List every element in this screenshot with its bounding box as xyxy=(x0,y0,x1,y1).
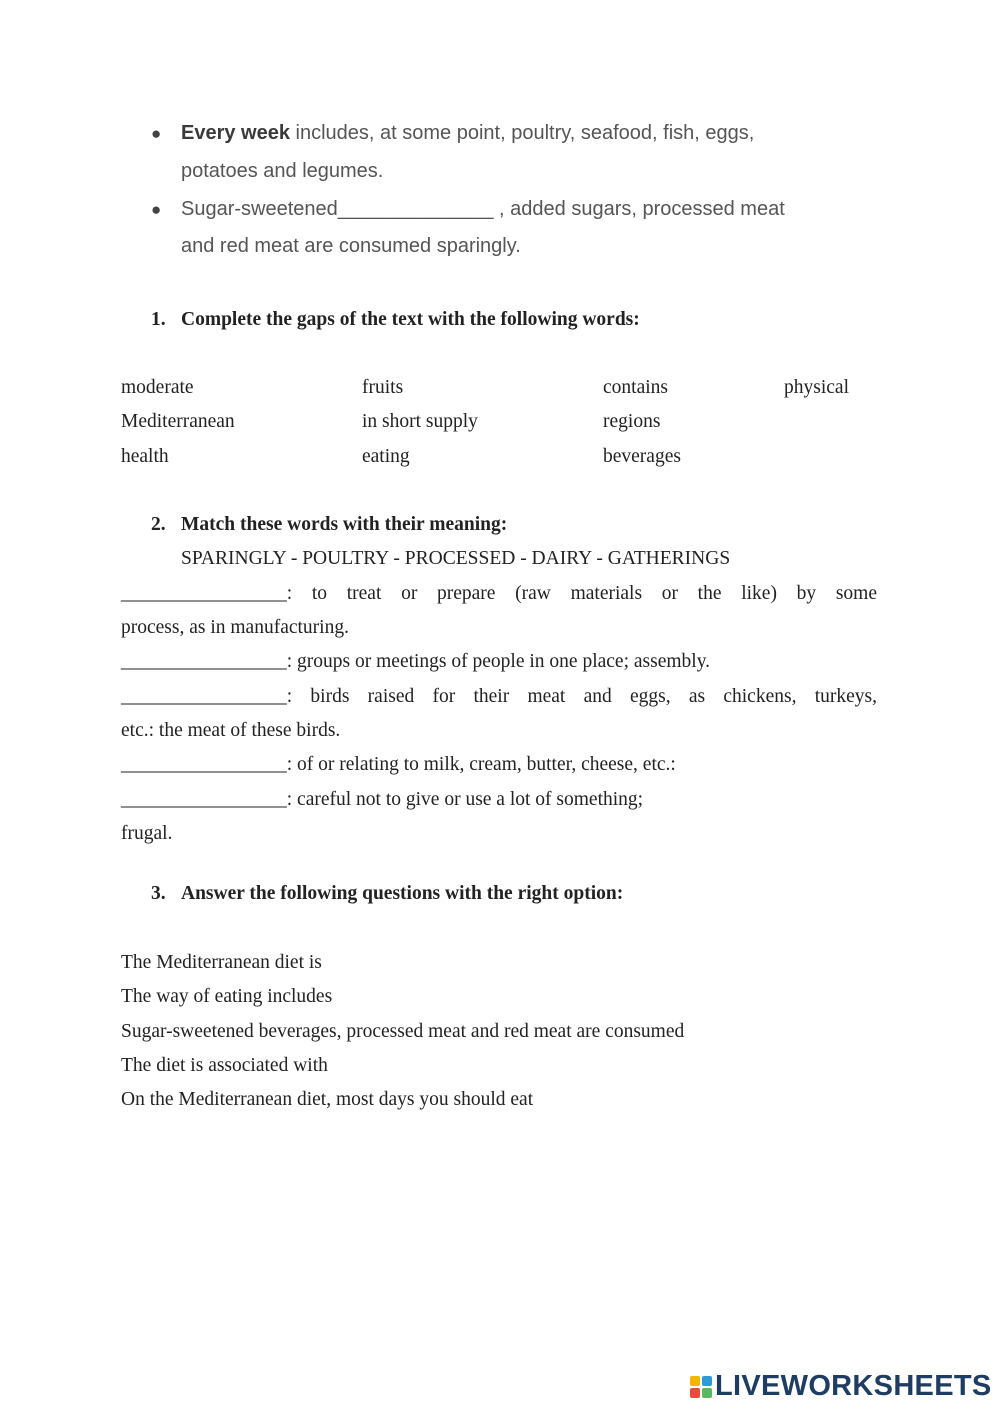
word-bank-item: eating xyxy=(362,446,410,467)
bullet-dot: ● xyxy=(151,124,162,143)
definition-line: process, as in manufacturing. xyxy=(121,617,349,638)
bullet-dot: ● xyxy=(151,200,162,219)
logo-text: LIVEWORKSHEETS xyxy=(715,1370,992,1402)
word-bank-item: in short supply xyxy=(362,411,478,432)
definition-line: etc.: the meat of these birds. xyxy=(121,720,341,741)
bullet-1-line-1 xyxy=(181,122,754,145)
section-1-title: Complete the gaps of the text with the following words: xyxy=(181,309,640,330)
word-bank-item: Mediterranean xyxy=(121,411,235,432)
logo-square xyxy=(702,1388,712,1398)
bullet-1-bold: Every week xyxy=(181,122,290,144)
question-line: The Mediterranean diet is xyxy=(121,952,322,973)
logo-grid-icon xyxy=(690,1376,712,1398)
logo-square xyxy=(690,1388,700,1398)
definition-line: _________________: careful not to give or use a lot of something; xyxy=(121,789,644,810)
definition-line: _________________: of or relating to milk, cream, butter, cheese, etc.: xyxy=(121,754,676,775)
section-1-number: 1. xyxy=(151,309,166,330)
definition-line: frugal. xyxy=(121,823,173,844)
word-bank-item: contains xyxy=(603,377,668,398)
definition-line: _________________: birds raised for their meat and eggs, as chickens, turkeys, xyxy=(121,686,877,707)
match-word-list: SPARINGLY - POULTRY - PROCESSED - DAIRY - GATHERINGS xyxy=(181,548,731,569)
bullet-1-text: includes, at some point, poultry, seafood, fish, eggs, xyxy=(289,122,755,144)
question-line: The diet is associated with xyxy=(121,1055,328,1076)
word-bank-item: beverages xyxy=(603,446,681,467)
section-2-number: 2. xyxy=(151,514,166,535)
logo-square xyxy=(690,1376,700,1386)
bullet-2-line-1: Sugar-sweetened______________ , added sugars, processed meat xyxy=(181,198,785,220)
question-line: The way of eating includes xyxy=(121,986,333,1007)
word-bank-item: regions xyxy=(603,411,661,432)
section-3-number: 3. xyxy=(151,883,166,904)
section-2-title: Match these words with their meaning: xyxy=(181,514,508,535)
logo-square xyxy=(702,1376,712,1386)
question-line: On the Mediterranean diet, most days you should eat xyxy=(121,1089,534,1110)
word-bank-item: fruits xyxy=(362,377,404,398)
question-line: Sugar-sweetened beverages, processed meat and red meat are consumed xyxy=(121,1021,685,1042)
definition-line: _________________: groups or meetings of people in one place; assembly. xyxy=(121,651,711,672)
definition-line: _________________: to treat or prepare (raw materials or the like) by some xyxy=(121,583,877,604)
word-bank-item: moderate xyxy=(121,377,194,398)
section-3-title: Answer the following questions with the right option: xyxy=(181,883,624,904)
word-bank-item: physical xyxy=(784,377,849,398)
liveworksheets-logo[interactable] xyxy=(690,1370,992,1403)
bullet-2-line-2: and red meat are consumed sparingly. xyxy=(181,235,521,257)
word-bank-item: health xyxy=(121,446,169,467)
bullet-1-line-2: potatoes and legumes. xyxy=(181,160,384,182)
